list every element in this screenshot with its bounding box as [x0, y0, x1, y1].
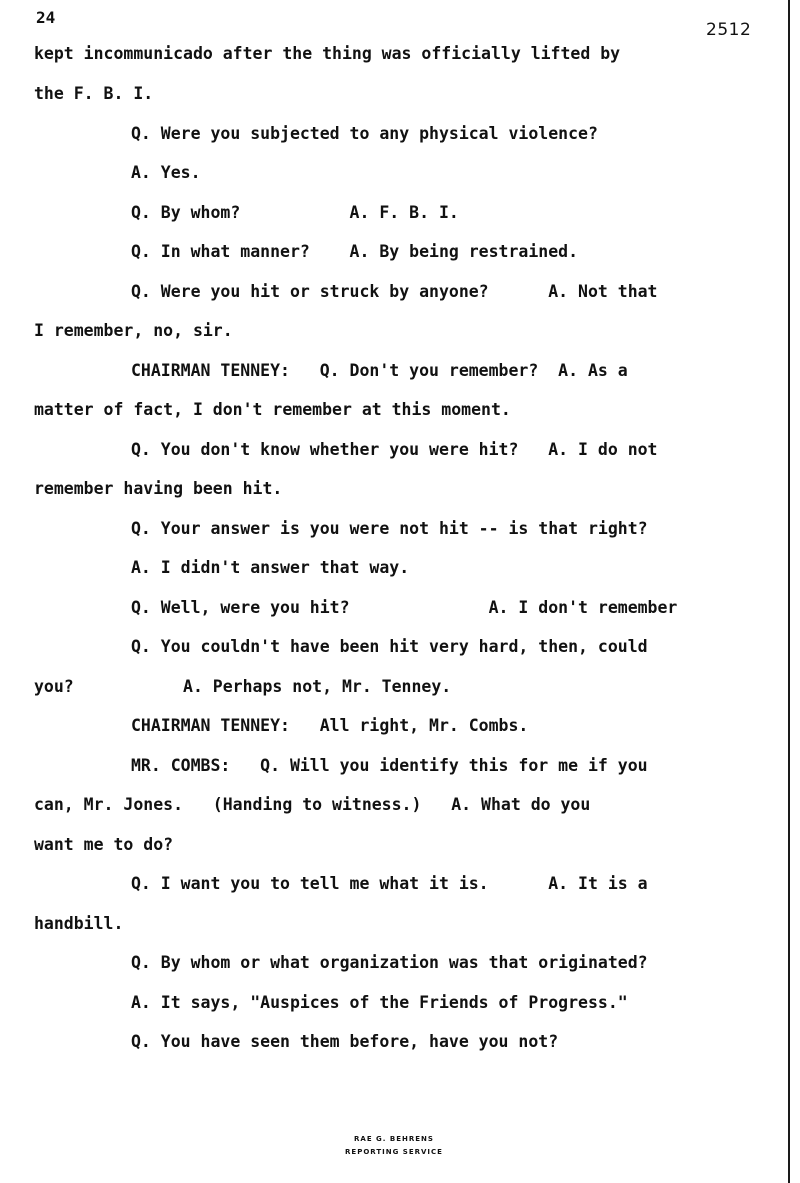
- footer-company-subtitle: REPORTING SERVICE: [345, 1148, 443, 1156]
- transcript-line: handbill.: [34, 914, 124, 933]
- transcript-line: can, Mr. Jones. (Handing to witness.) A. What do you: [34, 795, 591, 814]
- transcript-line: Q. By whom? A. F. B. I.: [131, 203, 459, 222]
- transcript-line: MR. COMBS: Q. Will you identify this for me if you: [131, 756, 648, 775]
- page-right-border: [788, 0, 790, 1183]
- footer-company-name: RAE G. BEHRENS: [354, 1135, 434, 1143]
- transcript-line: remember having been hit.: [34, 479, 283, 498]
- transcript-line: I remember, no, sir.: [34, 321, 233, 340]
- transcript-line: the F. B. I.: [34, 84, 154, 103]
- transcript-line: want me to do?: [34, 835, 174, 854]
- transcript-line: A. I didn't answer that way.: [131, 558, 410, 577]
- transcript-line: kept incommunicado after the thing was officially lifted by: [34, 44, 621, 63]
- transcript-line: Q. You have seen them before, have you not?: [131, 1032, 559, 1051]
- transcript-line: Q. Were you subjected to any physical violence?: [131, 124, 598, 143]
- transcript-line: Q. Your answer is you were not hit -- is that right?: [131, 519, 648, 538]
- transcript-line: Q. Were you hit or struck by anyone? A. Not that: [131, 282, 658, 301]
- transcript-line: Q. By whom or what organization was that originated?: [131, 953, 648, 972]
- page-number-right: 2512: [706, 20, 752, 40]
- transcript-line: matter of fact, I don't remember at this moment.: [34, 400, 511, 419]
- transcript-line: Q. In what manner? A. By being restrained.: [131, 242, 579, 261]
- transcript-line: A. It says, "Auspices of the Friends of Progress.": [131, 993, 628, 1012]
- transcript-line: you? A. Perhaps not, Mr. Tenney.: [34, 677, 452, 696]
- transcript-line: CHAIRMAN TENNEY: All right, Mr. Combs.: [131, 716, 529, 735]
- transcript-line: Q. I want you to tell me what it is. A. It is a: [131, 874, 648, 893]
- transcript-line: A. Yes.: [131, 163, 201, 182]
- transcript-line: CHAIRMAN TENNEY: Q. Don't you remember? A. As a: [131, 361, 628, 380]
- transcript-line: Q. You don't know whether you were hit? A. I do not: [131, 440, 658, 459]
- page-number-left: 24: [36, 8, 56, 27]
- transcript-line: Q. You couldn't have been hit very hard, then, could: [131, 637, 648, 656]
- transcript-line: Q. Well, were you hit? A. I don't remember: [131, 598, 678, 617]
